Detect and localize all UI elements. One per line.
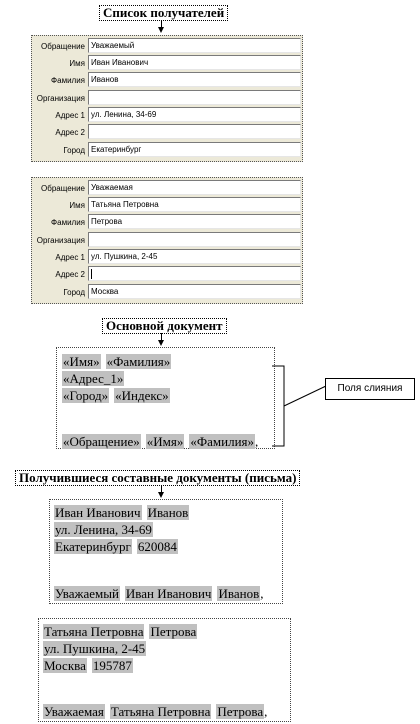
recipient-form-1 [31, 35, 303, 162]
organization-field[interactable] [88, 232, 301, 247]
form1-row-salutation [32, 38, 302, 55]
letter1-surname: Иванов [147, 505, 189, 520]
letter2-sal-surname: Петрова [217, 704, 264, 719]
letter2-line-2 [43, 640, 146, 657]
letter1-sal-surname: Иванов [218, 586, 260, 601]
form1-row-city [32, 142, 302, 159]
form1-row-addr1 [32, 107, 302, 124]
template-line-1 [62, 353, 171, 370]
first-name-field[interactable]: Татьяна Петровна [88, 197, 301, 212]
letter-1 [49, 499, 283, 604]
form1-row-lastname [32, 72, 302, 89]
template-line-4 [62, 433, 258, 450]
form1-row-addr2 [32, 124, 302, 141]
address2-field[interactable] [88, 266, 301, 281]
text-cursor [91, 269, 92, 279]
salutation-label: Обращение [41, 42, 85, 51]
form2-row-lastname [32, 214, 302, 231]
last-name-field[interactable]: Петрова [88, 214, 301, 229]
letter1-name: Иван Иванович [55, 505, 141, 520]
template-line-3 [62, 387, 170, 404]
merge-fields-bracket [270, 360, 330, 455]
merge-field-city: «Город» [63, 388, 109, 403]
letter1-sal-name: Иван Иванович [125, 586, 212, 601]
form2-row-name [32, 197, 302, 214]
letter2-sal-name: Татьяна Петровна [110, 704, 211, 719]
letter2-index: 195787 [92, 658, 132, 673]
form2-row-org [32, 232, 302, 249]
letter1-line-1 [54, 504, 189, 521]
letter2-address: ул. Пушкина, 2-45 [44, 641, 146, 656]
merge-fields-callout: Поля слияния [325, 378, 415, 400]
city-field[interactable]: Москва [88, 284, 301, 299]
last-name-label: Фамилия [51, 218, 85, 227]
merge-field-index: «Индекс» [115, 388, 169, 403]
first-name-label: Имя [69, 59, 85, 68]
letter1-line-3 [54, 538, 178, 555]
address1-field[interactable]: ул. Ленина, 34-69 [88, 107, 301, 122]
letter1-line-4 [54, 585, 263, 602]
address2-label: Адрес 2 [55, 128, 85, 137]
form2-row-addr2 [32, 266, 302, 283]
salutation-field[interactable]: Уважаемая [88, 180, 301, 195]
address1-field[interactable]: ул. Пушкина, 2-45 [88, 249, 301, 264]
letter1-salutation: Уважаемый [55, 586, 119, 601]
letter2-line-3 [43, 657, 133, 674]
first-name-label: Имя [69, 201, 85, 210]
letter1-address: ул. Ленина, 34-69 [55, 522, 152, 537]
letter-2 [38, 618, 291, 722]
merge-field-surname: «Фамилия» [106, 354, 171, 369]
merge-field-address: «Адрес_1» [63, 371, 124, 386]
merge-field-salutation: «Обращение» [63, 434, 140, 449]
salutation-label: Обращение [41, 184, 85, 193]
form1-row-name [32, 55, 302, 72]
template-line-2 [62, 370, 124, 387]
letter1-line-2 [54, 521, 153, 538]
city-field[interactable]: Екатеринбург [88, 142, 301, 157]
first-name-field[interactable]: Иван Иванович [88, 55, 301, 70]
organization-label: Организация [36, 236, 85, 245]
address2-label: Адрес 2 [55, 270, 85, 279]
arrow-3-head [158, 492, 164, 498]
results-heading: Получившиеся составные документы (письма) [15, 470, 300, 486]
recipient-form-2 [31, 177, 303, 304]
address1-label: Адрес 1 [55, 253, 85, 262]
letter2-surname: Петрова [150, 624, 197, 639]
form1-row-org [32, 90, 302, 107]
last-name-field[interactable]: Иванов [88, 72, 301, 87]
comma: , [255, 434, 259, 449]
arrow-2-head [158, 340, 164, 346]
letter2-city: Москва [44, 658, 86, 673]
recipients-heading: Список получателей [99, 5, 228, 21]
merge-field-name: «Имя» [63, 354, 100, 369]
organization-field[interactable] [88, 90, 301, 105]
address2-field[interactable] [88, 124, 301, 139]
address1-label: Адрес 1 [55, 111, 85, 120]
main-document-heading: Основной документ [102, 318, 227, 334]
form2-row-addr1 [32, 249, 302, 266]
form2-row-salutation [32, 180, 302, 197]
organization-label: Организация [36, 94, 85, 103]
letter1-index: 620084 [137, 539, 177, 554]
letter2-name: Татьяна Петровна [44, 624, 144, 639]
letter2-comma: , [264, 704, 268, 719]
last-name-label: Фамилия [51, 76, 85, 85]
letter1-city: Екатеринбург [55, 539, 131, 554]
city-label: Город [63, 146, 85, 155]
merge-field-surname-2: «Фамилия» [190, 434, 255, 449]
main-document [56, 347, 275, 449]
merge-field-name-2: «Имя» [146, 434, 184, 449]
form2-row-city [32, 284, 302, 301]
letter2-line-4 [43, 703, 267, 720]
letter1-comma: , [260, 586, 264, 601]
letter2-line-1 [43, 623, 197, 640]
letter2-salutation: Уважаемая [44, 704, 104, 719]
salutation-field[interactable]: Уважаемый [88, 38, 301, 53]
arrow-1-head [158, 27, 164, 33]
city-label: Город [63, 288, 85, 297]
